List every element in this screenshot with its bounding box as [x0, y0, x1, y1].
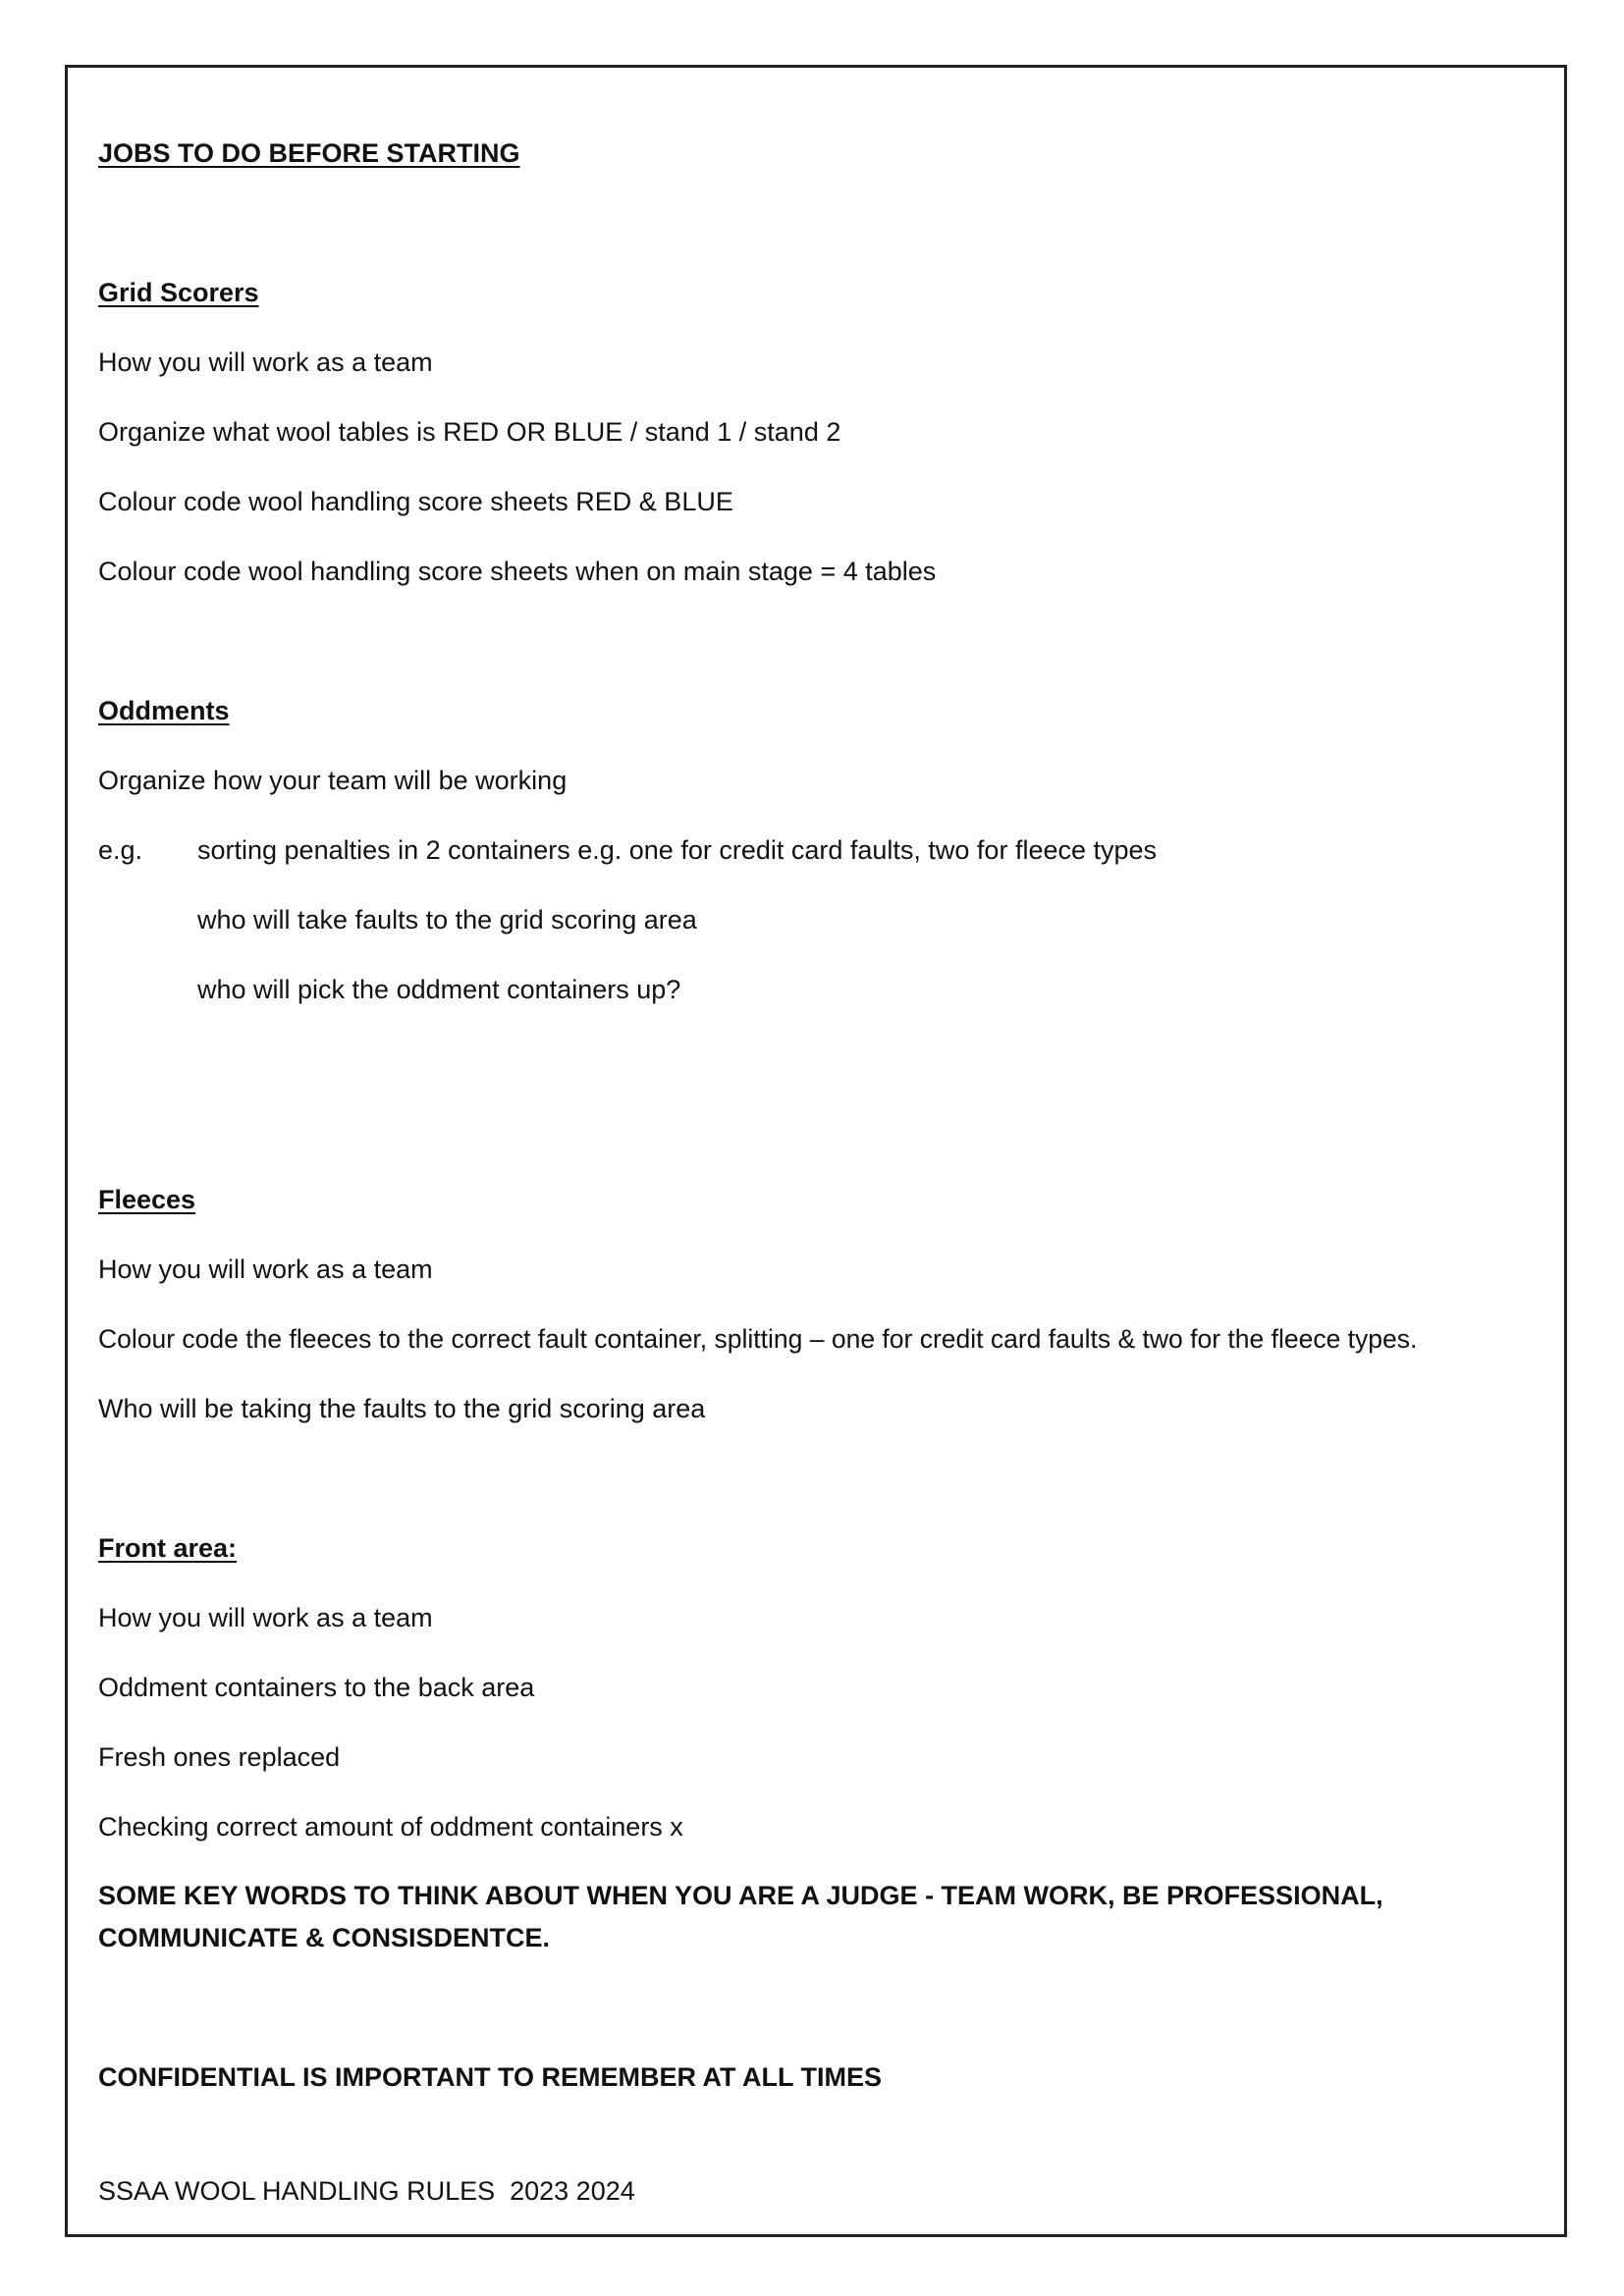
- confidential-note: CONFIDENTIAL IS IMPORTANT TO REMEMBER AT ALL TIMES: [98, 2062, 882, 2092]
- fleeces-item: How you will work as a team: [98, 1255, 433, 1284]
- grid-scorers-item: Organize what wool tables is RED OR BLUE / stand 1 / stand 2: [98, 417, 841, 447]
- front-area-item: Oddment containers to the back area: [98, 1673, 535, 1702]
- page-footer: SSAA WOOL HANDLING RULES 2023 2024: [98, 2176, 635, 2206]
- fleeces-item: Colour code the fleeces to the correct fault container, splitting – one for credit card faults & two for the fleece types.: [98, 1324, 1418, 1354]
- oddments-item: sorting penalties in 2 containers e.g. one for credit card faults, two for fleece types: [197, 835, 1158, 865]
- front-area-item: Fresh ones replaced: [98, 1742, 341, 1772]
- grid-scorers-item: Colour code wool handling score sheets RED & BLUE: [98, 487, 733, 516]
- fleeces-heading: Fleeces: [98, 1185, 196, 1214]
- grid-scorers-item: How you will work as a team: [98, 347, 433, 377]
- grid-scorers-heading: Grid Scorers: [98, 278, 259, 307]
- oddments-heading: Oddments: [98, 696, 230, 725]
- front-area-item: Checking correct amount of oddment containers x: [98, 1812, 683, 1842]
- oddments-intro: Organize how your team will be working: [98, 766, 568, 795]
- front-area-heading: Front area:: [98, 1533, 238, 1563]
- oddments-eg-label: e.g.: [98, 835, 143, 865]
- front-area-item: How you will work as a team: [98, 1603, 433, 1632]
- oddments-item: who will pick the oddment containers up?: [197, 975, 681, 1004]
- grid-scorers-item: Colour code wool handling score sheets when on main stage = 4 tables: [98, 557, 937, 586]
- page-title: JOBS TO DO BEFORE STARTING: [98, 138, 520, 168]
- key-words-note: SOME KEY WORDS TO THINK ABOUT WHEN YOU ARE A JUDGE - TEAM WORK, BE PROFESSIONAL, COMMUNICATE & CONSISDENTCE.: [98, 1881, 1383, 1952]
- fleeces-item: Who will be taking the faults to the grid scoring area: [98, 1394, 706, 1423]
- oddments-item: who will take faults to the grid scoring area: [197, 905, 697, 934]
